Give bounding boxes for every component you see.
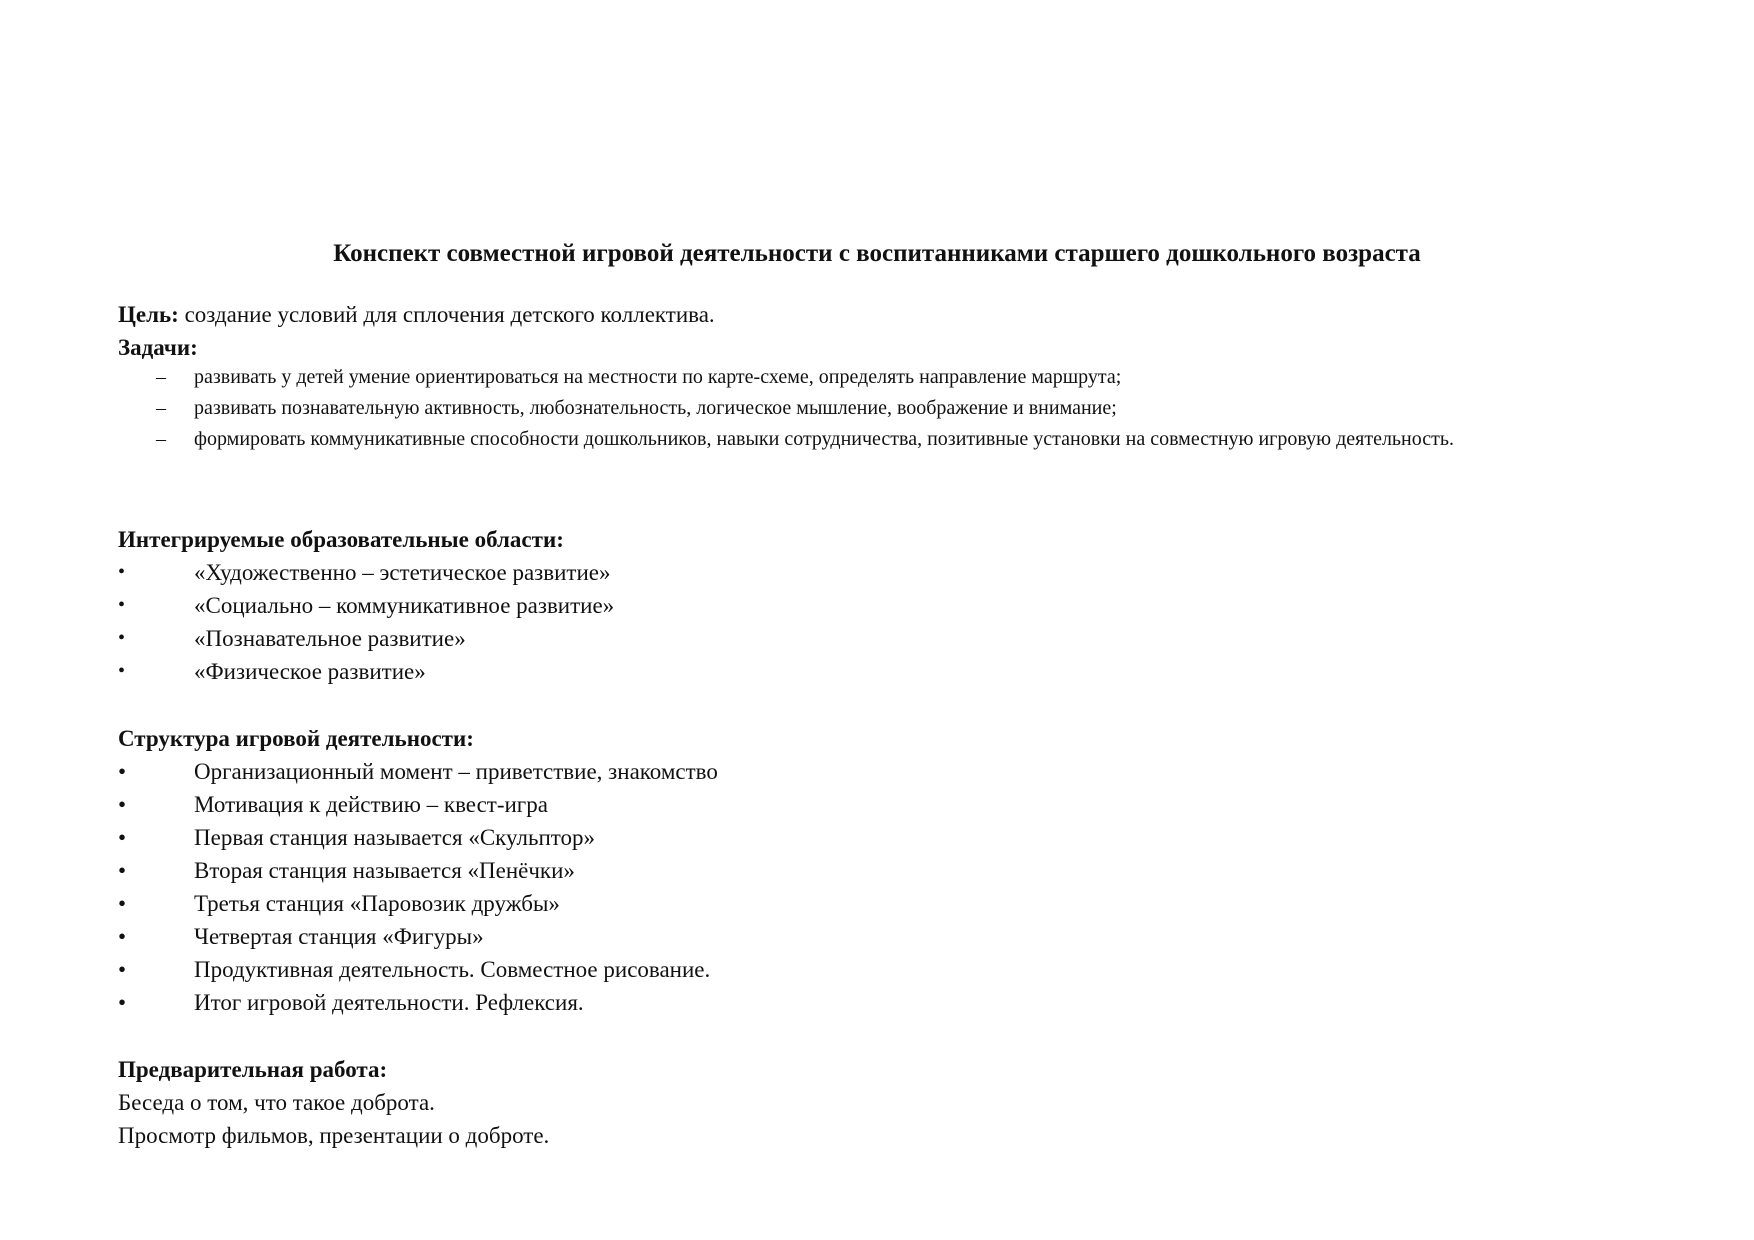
bullet-marker: • — [118, 660, 126, 682]
dash-marker: – — [156, 428, 166, 450]
bullet-marker: • — [118, 990, 127, 1015]
goal-section — [118, 298, 1648, 364]
list-item-text: Вторая станция называется «Пенёчки» — [194, 858, 575, 883]
list-item — [118, 556, 1648, 589]
list-item-text: «Художественно – эстетическое развитие» — [194, 560, 611, 585]
bullet-marker: • — [118, 594, 126, 616]
list-item — [118, 622, 1648, 655]
goal-label: Цель: — [118, 302, 179, 327]
preliminary-section — [118, 1053, 1648, 1152]
list-item — [118, 953, 1648, 986]
tasks-heading: Задачи: — [118, 335, 198, 360]
bullet-marker: • — [118, 924, 127, 949]
dash-marker: – — [156, 366, 166, 388]
list-item — [118, 655, 1648, 688]
task-text: формировать коммуникативные способности дошкольников, навыки сотрудничества, позитивные установки на совместную игровую деятельность. — [194, 428, 1454, 450]
list-item-text: Третья станция «Паровозик дружбы» — [194, 891, 560, 916]
list-item-text: Четвертая станция «Фигуры» — [194, 924, 484, 949]
document-title: Конспект совместной игровой деятельности с воспитанниками старшего дошкольного возраста — [333, 240, 1421, 267]
bullet-marker: • — [118, 957, 127, 982]
areas-list — [118, 556, 1648, 688]
dash-marker: – — [156, 397, 166, 419]
task-item — [118, 362, 1648, 393]
list-item-text: Продуктивная деятельность. Совместное рисование. — [194, 957, 711, 982]
list-item-text: «Физическое развитие» — [194, 659, 426, 684]
list-item — [118, 821, 1648, 854]
task-text: развивать познавательную активность, любознательность, логическое мышление, воображение и внимание; — [194, 397, 1117, 419]
bullet-marker: • — [118, 792, 127, 817]
structure-heading: Структура игровой деятельности: — [118, 726, 474, 751]
goal-text: создание условий для сплочения детского коллектива. — [178, 302, 715, 327]
list-item-text: Организационный момент – приветствие, знакомство — [194, 759, 718, 784]
bullet-marker: • — [118, 561, 126, 583]
bullet-marker: • — [118, 627, 126, 649]
list-item — [118, 920, 1648, 953]
list-item — [118, 986, 1648, 1019]
list-item-text: Первая станция называется «Скульптор» — [194, 825, 596, 850]
list-item — [118, 854, 1648, 887]
list-item-text: Мотивация к действию – квест-игра — [194, 792, 548, 817]
bullet-marker: • — [118, 825, 127, 850]
preliminary-line: Просмотр фильмов, презентации о доброте. — [118, 1123, 550, 1148]
bullet-marker: • — [118, 858, 127, 883]
preliminary-line: Беседа о том, что такое доброта. — [118, 1090, 435, 1115]
bullet-marker: • — [118, 759, 127, 784]
bullet-marker: • — [118, 891, 127, 916]
list-item — [118, 887, 1648, 920]
preliminary-heading: Предварительная работа: — [118, 1057, 388, 1082]
list-item-text: Итог игровой деятельности. Рефлексия. — [194, 990, 584, 1015]
list-item-text: «Познавательное развитие» — [194, 626, 466, 651]
areas-section — [118, 523, 1648, 688]
list-item — [118, 589, 1648, 622]
task-item — [118, 424, 1648, 455]
task-item — [118, 393, 1648, 424]
goal-line — [118, 298, 1648, 331]
areas-heading: Интегрируемые образовательные области: — [118, 527, 564, 552]
structure-section — [118, 722, 1648, 1019]
structure-list — [118, 755, 1648, 1019]
task-text: развивать у детей умение ориентироваться на местности по карте-схеме, определять направление маршрута; — [194, 366, 1122, 388]
list-item — [118, 788, 1648, 821]
list-item-text: «Социально – коммуникативное развитие» — [194, 593, 615, 618]
tasks-list — [118, 362, 1648, 455]
list-item — [118, 755, 1648, 788]
